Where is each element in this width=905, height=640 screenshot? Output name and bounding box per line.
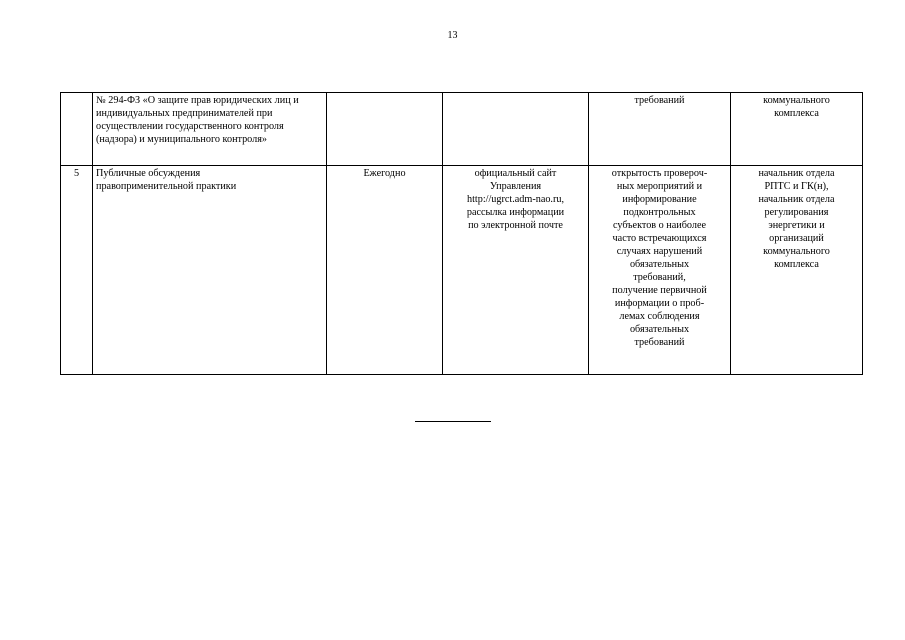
- row-number-cell: 5: [61, 166, 93, 375]
- activity-name-cell: № 294-ФЗ «О защите прав юридических лиц и индивидуальных предпринимателей при осуществлении государственного контроля (надзора) и муниципального контроля»: [93, 93, 327, 166]
- responsible-cell: начальник отдела РПТС и ГК(н), начальник отдела регулирования энергетики и организаций коммунального комплекса: [731, 166, 863, 375]
- method-cell: [443, 93, 589, 166]
- responsible-cell: коммунального комплекса: [731, 93, 863, 166]
- method-cell: официальный сайт Управления http://ugrct.adm-nao.ru, рассылка информации по электронной почте: [443, 166, 589, 375]
- term-cell: [327, 93, 443, 166]
- activities-table: [60, 92, 863, 375]
- row-number-cell: [61, 93, 93, 166]
- page-number: 13: [447, 30, 458, 41]
- activity-name-cell: Публичные обсуждения правоприменительной практики: [93, 166, 327, 375]
- result-cell: требований: [589, 93, 731, 166]
- table-row: [61, 93, 863, 166]
- table-row: [61, 166, 863, 375]
- end-separator-line: [415, 421, 491, 422]
- result-cell: открытость провероч- ных мероприятий и информирование подконтрольных субъектов о наиболее часто встречающихся случаях нарушений обязательных требований, получение первичной информации о проб- лемах соблюдения обязательных требований: [589, 166, 731, 375]
- term-cell: Ежегодно: [327, 166, 443, 375]
